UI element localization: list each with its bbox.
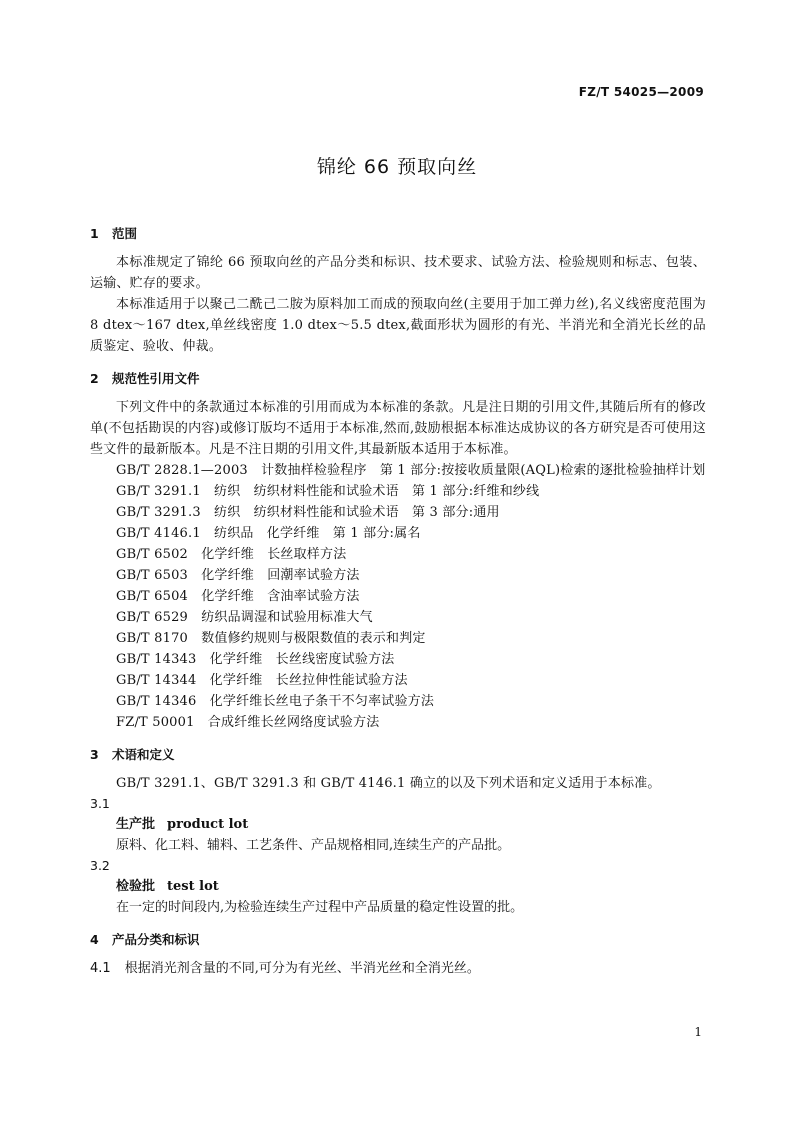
reference-item: FZ/T 50001 合成纤维长丝网络度试验方法	[116, 715, 380, 730]
reference-item: GB/T 8170 数值修约规则与极限数值的表示和判定	[116, 631, 426, 646]
reference-item: GB/T 4146.1 纺织品 化学纤维 第 1 部分:属名	[116, 526, 421, 541]
section-title: 产品分类和标识	[112, 932, 200, 947]
reference-item: GB/T 6529 纺织品调湿和试验用标准大气	[116, 610, 373, 625]
reference-item: GB/T 14346 化学纤维长丝电子条干不匀率试验方法	[116, 694, 435, 709]
reference-item: GB/T 14344 化学纤维 长丝拉伸性能试验方法	[116, 673, 408, 688]
reference-item: GB/T 2828.1—2003 计数抽样检验程序 第 1 部分:按接收质量限(AQL)检索的逐批检验抽样计划	[116, 463, 706, 478]
section-number: 3	[90, 747, 99, 762]
reference-item: GB/T 6504 化学纤维 含油率试验方法	[116, 589, 360, 604]
term-3-1-definition: 原料、化工料、辅料、工艺条件、产品规格相同,连续生产的产品批。	[116, 838, 511, 853]
reference-item: GB/T 3291.3 纺织 纺织材料性能和试验术语 第 3 部分:通用	[116, 505, 500, 520]
section-4-heading	[90, 930, 706, 950]
term-chinese: 生产批	[116, 817, 156, 832]
term-chinese: 检验批	[116, 879, 156, 894]
standard-code: FZ/T 54025—2009	[578, 85, 704, 99]
reference-item: GB/T 14343 化学纤维 长丝线密度试验方法	[116, 652, 395, 667]
clause-4-1	[90, 958, 706, 979]
section-1-paragraph-1: 本标准规定了锦纶 66 预取向丝的产品分类和标识、技术要求、试验方法、检验规则和标志、包装、运输、贮存的要求。	[90, 255, 706, 291]
section-1-heading	[90, 224, 706, 244]
term-english: test lot	[167, 879, 219, 894]
reference-item: GB/T 3291.1 纺织 纺织材料性能和试验术语 第 1 部分:纤维和纱线	[116, 484, 540, 499]
section-2-heading	[90, 369, 706, 389]
document-body	[90, 224, 706, 979]
term-3-2-number: 3.2	[90, 858, 110, 873]
document-title: 锦纶 66 预取向丝	[316, 156, 478, 178]
term-3-2-definition: 在一定的时间段内,为检验连续生产过程中产品质量的稳定性设置的批。	[116, 900, 524, 915]
section-3-paragraph-1: GB/T 3291.1、GB/T 3291.3 和 GB/T 4146.1 确立的以及下列术语和定义适用于本标准。	[116, 776, 661, 791]
clause-text: 根据消光剂含量的不同,可分为有光丝、半消光丝和全消光丝。	[124, 961, 480, 976]
page-number: 1	[694, 1025, 702, 1039]
section-number: 1	[90, 226, 99, 241]
section-number: 4	[90, 932, 99, 947]
term-english: product lot	[167, 817, 249, 832]
section-title: 术语和定义	[112, 747, 175, 762]
section-title: 规范性引用文件	[112, 371, 200, 386]
reference-item: GB/T 6503 化学纤维 回潮率试验方法	[116, 568, 360, 583]
clause-number: 4.1	[90, 961, 111, 976]
term-3-2	[90, 876, 706, 897]
section-3-heading	[90, 745, 706, 765]
section-number: 2	[90, 371, 99, 386]
section-1-paragraph-2: 本标准适用于以聚己二酰己二胺为原料加工而成的预取向丝(主要用于加工弹力丝),名义线密度范围为 8 dtex～167 dtex,单丝线密度 1.0 dtex～5.5 dtex,截面形状为圆形的有光、半消光和全消光长丝的品质鉴定、验收、仲裁。	[90, 297, 706, 354]
term-3-1	[90, 814, 706, 835]
term-3-1-number: 3.1	[90, 796, 110, 811]
reference-item: GB/T 6502 化学纤维 长丝取样方法	[116, 547, 347, 562]
section-title: 范围	[112, 226, 138, 241]
section-2-paragraph-1: 下列文件中的条款通过本标准的引用而成为本标准的条款。凡是注日期的引用文件,其随后所有的修改单(不包括勘误的内容)或修订版均不适用于本标准,然而,鼓励根据本标准达成协议的各方研究是否可使用这些文件的最新版本。凡是不注日期的引用文件,其最新版本适用于本标准。	[90, 400, 706, 457]
